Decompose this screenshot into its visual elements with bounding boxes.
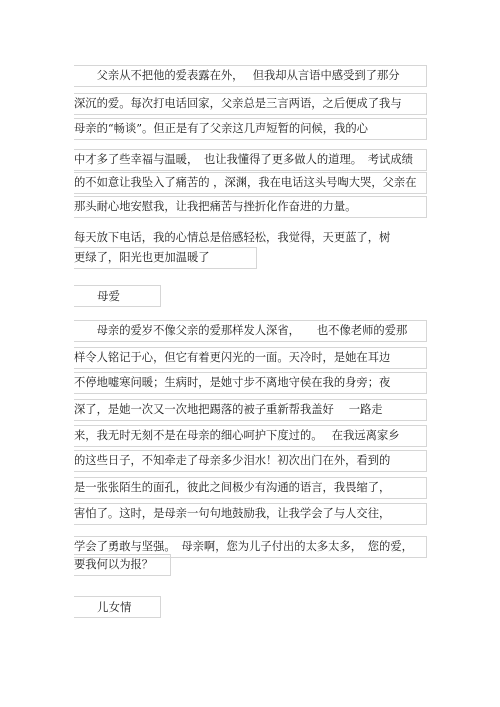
paragraph-line: 那头耐心地安慰我，让我把痛苦与挫折化作奋进的力量。 <box>74 196 427 218</box>
paragraph-line: 更绿了，阳光也更加温暖了 <box>74 247 257 269</box>
paragraph-line: 中才多了些幸福与温暖， 也让我懂得了更多做人的道理。 考试成绩 <box>74 149 427 171</box>
paragraph-line: 不停地嘘寒问暖；生病时，是她寸步不离地守侯在我的身旁；夜 <box>74 372 427 394</box>
paragraph-line: 来，我无时无刻不是在母亲的细心呵护下度过的。 在我远离家乡 <box>74 425 427 447</box>
paragraph-line: 每天放下电话，我的心情总是倍感轻松，我觉得，天更蓝了，树 <box>74 231 391 244</box>
paragraph-line: 样令人铭记于心，但它有着更闪光的一面。天冷时，是她在耳边 <box>74 347 427 369</box>
paragraph-line: 母亲的“畅谈”。但正是有了父亲这几声短暂的问候，我的心 <box>74 118 427 140</box>
paragraph-line: 深沉的爱。每次打电话回家，父亲总是三言两语，之后便成了我与 <box>74 93 427 115</box>
paragraph-line: 要我何以为报？ <box>74 554 171 576</box>
paragraph-line: 的不如意让我坠入了痛苦的 ，深渊，我在电话这头号啕大哭，父亲在 <box>74 172 427 194</box>
paragraph-line: 的这些日子，不知牵走了母亲多少泪水！初次出门在外，看到的 <box>74 450 427 472</box>
paragraph-line: 害怕了。这时，是母亲一句句地鼓励我，让我学会了与人交往， <box>74 503 427 525</box>
section-heading-children-affection: 儿女情 <box>74 596 161 618</box>
paragraph-line: 是一张张陌生的面孔，彼此之间极少有沟通的语言，我畏缩了， <box>74 477 427 499</box>
paragraph-line: 学会了勇敢与坚强。 母亲啊，您为儿子付出的太多太多， 您的爱， <box>74 536 427 558</box>
paragraph-line: 深了，是她一次又一次地把踢落的被子重新帮我盖好 一路走 <box>74 399 427 421</box>
paragraph-line: 父亲从不把他的爱表露在外， 但我却从言语中感受到了那分 <box>74 65 427 87</box>
paragraph-line: 母亲的爱岁不像父亲的爱那样发人深省， 也不像老师的爱那 <box>74 320 427 342</box>
section-heading-mother-love: 母爱 <box>74 285 161 307</box>
